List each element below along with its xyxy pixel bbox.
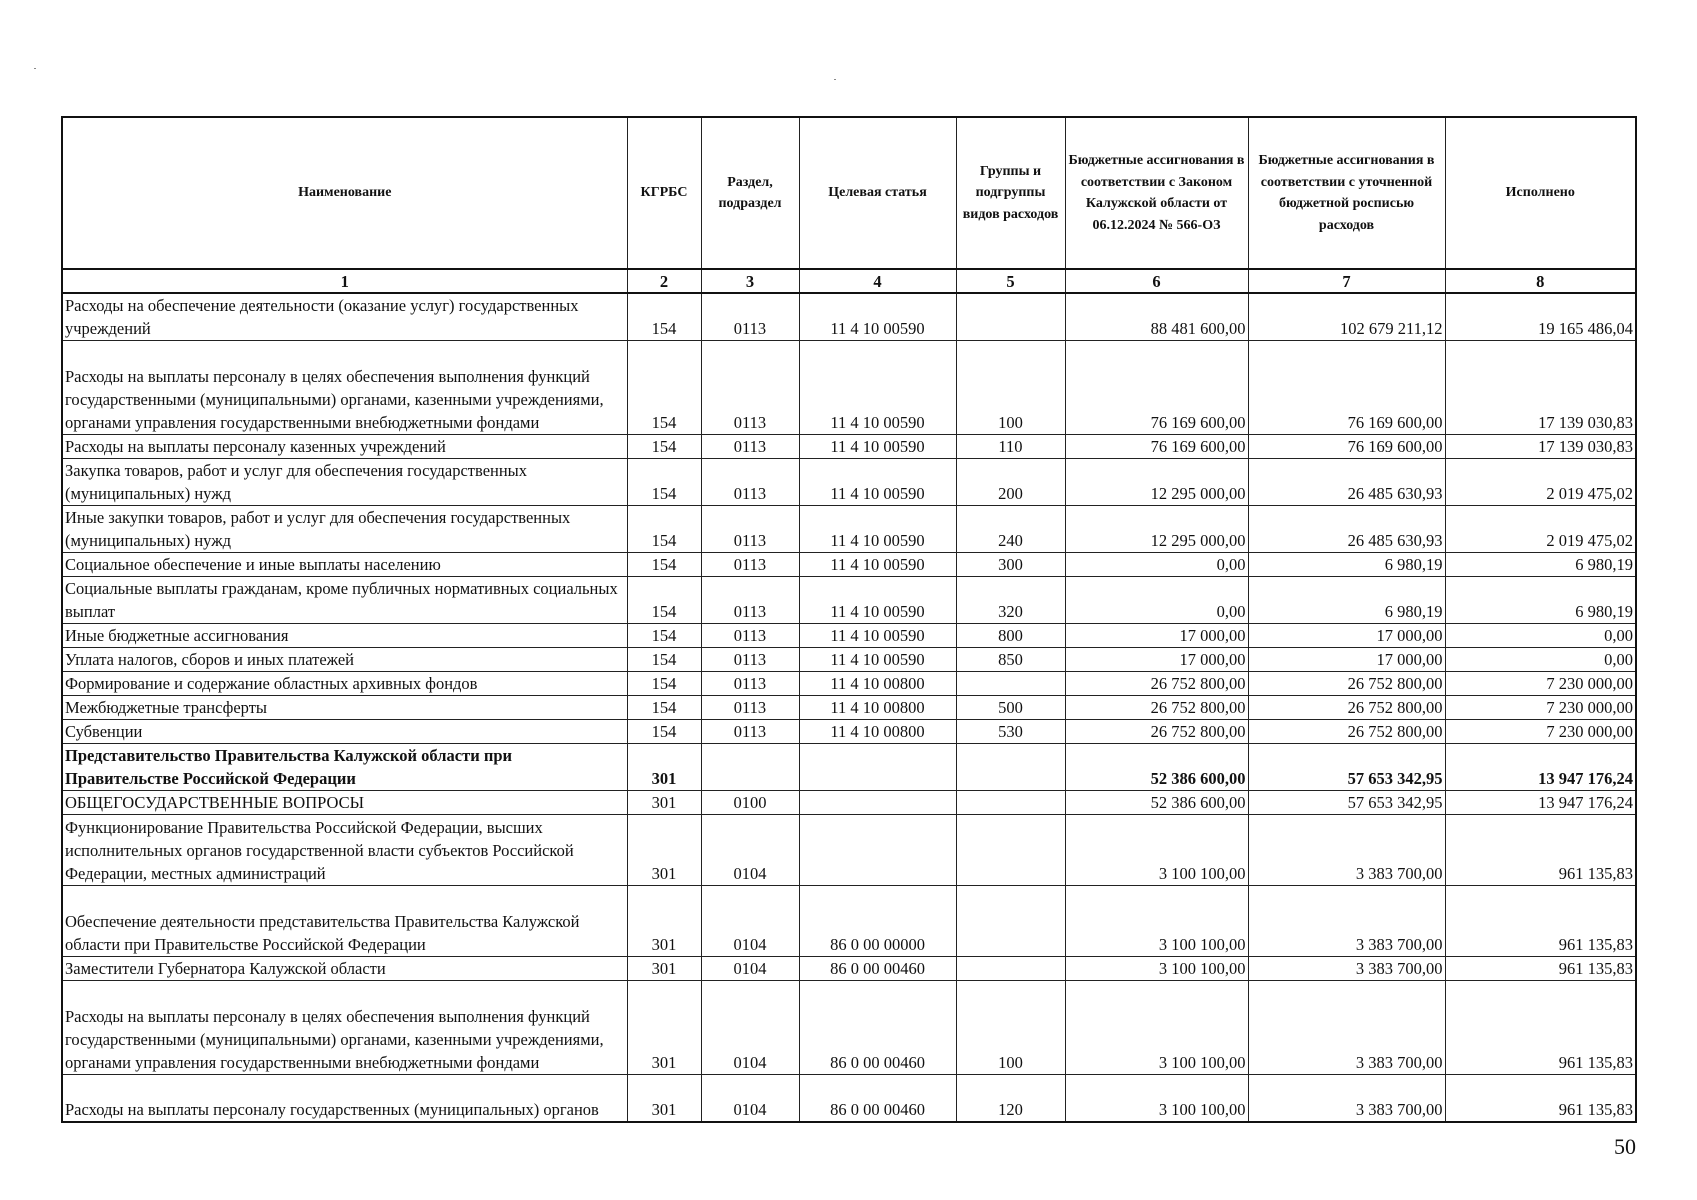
table-row	[62, 506, 1636, 553]
column-number: 5	[956, 269, 1065, 293]
row-executed-amount: 17 139 030,83	[1445, 341, 1636, 435]
table-row	[62, 293, 1636, 341]
row-law-amount: 88 481 600,00	[1065, 293, 1248, 341]
row-section: 0113	[701, 553, 799, 577]
row-target	[799, 815, 956, 886]
row-kgrbs: 154	[627, 293, 701, 341]
row-target: 11 4 10 00590	[799, 341, 956, 435]
row-kgrbs: 301	[627, 744, 701, 791]
row-group: 110	[956, 435, 1065, 459]
row-section: 0104	[701, 1075, 799, 1123]
row-target: 11 4 10 00590	[799, 553, 956, 577]
row-section: 0100	[701, 791, 799, 815]
row-kgrbs: 154	[627, 672, 701, 696]
row-target: 11 4 10 00590	[799, 459, 956, 506]
row-kgrbs: 301	[627, 791, 701, 815]
row-law-amount: 3 100 100,00	[1065, 957, 1248, 981]
row-target: 86 0 00 00460	[799, 1075, 956, 1123]
row-name: Расходы на выплаты персоналу казенных учреждений	[62, 435, 627, 459]
row-law-amount: 0,00	[1065, 553, 1248, 577]
column-number: 6	[1065, 269, 1248, 293]
row-law-amount: 17 000,00	[1065, 624, 1248, 648]
row-name: Иные закупки товаров, работ и услуг для обеспечения государственных (муниципальных) нужд	[62, 506, 627, 553]
table-row	[62, 696, 1636, 720]
row-section: 0104	[701, 957, 799, 981]
row-refined-amount: 76 169 600,00	[1248, 435, 1445, 459]
row-group: 300	[956, 553, 1065, 577]
row-name: Расходы на выплаты персоналу в целях обеспечения выполнения функций государственными (муниципальными) органами, казенными учреждениями, органами управления государственными внебюджетными фондами	[62, 981, 627, 1075]
row-target: 11 4 10 00590	[799, 648, 956, 672]
row-kgrbs: 301	[627, 886, 701, 957]
header-executed: Исполнено	[1445, 117, 1636, 269]
row-target: 86 0 00 00460	[799, 957, 956, 981]
table-row	[62, 815, 1636, 886]
table-row	[62, 553, 1636, 577]
table-row	[62, 672, 1636, 696]
table-row	[62, 459, 1636, 506]
row-executed-amount: 7 230 000,00	[1445, 696, 1636, 720]
row-group: 530	[956, 720, 1065, 744]
row-refined-amount: 57 653 342,95	[1248, 791, 1445, 815]
row-name: Функционирование Правительства Российской Федерации, высших исполнительных органов государственной власти субъектов Российской Федерации, местных администраций	[62, 815, 627, 886]
header-row	[62, 117, 1636, 269]
row-law-amount: 3 100 100,00	[1065, 981, 1248, 1075]
row-refined-amount: 26 752 800,00	[1248, 720, 1445, 744]
row-name: Иные бюджетные ассигнования	[62, 624, 627, 648]
row-executed-amount: 13 947 176,24	[1445, 791, 1636, 815]
row-executed-amount: 961 135,83	[1445, 981, 1636, 1075]
row-target: 11 4 10 00590	[799, 293, 956, 341]
row-executed-amount: 961 135,83	[1445, 957, 1636, 981]
row-law-amount: 3 100 100,00	[1065, 886, 1248, 957]
row-executed-amount: 17 139 030,83	[1445, 435, 1636, 459]
row-executed-amount: 6 980,19	[1445, 577, 1636, 624]
row-refined-amount: 3 383 700,00	[1248, 981, 1445, 1075]
row-refined-amount: 6 980,19	[1248, 553, 1445, 577]
table-row	[62, 957, 1636, 981]
row-section: 0113	[701, 672, 799, 696]
row-group	[956, 886, 1065, 957]
row-section: 0113	[701, 696, 799, 720]
row-target: 11 4 10 00590	[799, 435, 956, 459]
table-row	[62, 886, 1636, 957]
column-number: 3	[701, 269, 799, 293]
column-number: 4	[799, 269, 956, 293]
row-kgrbs: 301	[627, 815, 701, 886]
table-row	[62, 624, 1636, 648]
row-kgrbs: 154	[627, 506, 701, 553]
row-kgrbs: 154	[627, 341, 701, 435]
row-group: 200	[956, 459, 1065, 506]
row-executed-amount: 961 135,83	[1445, 1075, 1636, 1123]
row-executed-amount: 6 980,19	[1445, 553, 1636, 577]
header-name: Наименование	[62, 117, 627, 269]
row-refined-amount: 3 383 700,00	[1248, 957, 1445, 981]
header-section: Раздел, подраздел	[701, 117, 799, 269]
column-number: 2	[627, 269, 701, 293]
row-section: 0113	[701, 293, 799, 341]
row-kgrbs: 154	[627, 577, 701, 624]
row-target	[799, 791, 956, 815]
header-law-appropriations: Бюджетные ассигнования в соответствии с Законом Калужской области от 06.12.2024 № 566-ОЗ	[1065, 117, 1248, 269]
row-executed-amount: 0,00	[1445, 624, 1636, 648]
column-number: 8	[1445, 269, 1636, 293]
row-group: 850	[956, 648, 1065, 672]
row-section: 0113	[701, 720, 799, 744]
row-kgrbs: 154	[627, 435, 701, 459]
row-group: 240	[956, 506, 1065, 553]
row-name: Межбюджетные трансферты	[62, 696, 627, 720]
row-target	[799, 744, 956, 791]
table-row	[62, 791, 1636, 815]
table-row	[62, 435, 1636, 459]
header-groups: Группы и подгруппы видов расходов	[956, 117, 1065, 269]
row-refined-amount: 3 383 700,00	[1248, 815, 1445, 886]
row-section: 0113	[701, 341, 799, 435]
row-law-amount: 52 386 600,00	[1065, 744, 1248, 791]
row-kgrbs: 301	[627, 957, 701, 981]
table-row	[62, 577, 1636, 624]
row-name: Социальное обеспечение и иные выплаты населению	[62, 553, 627, 577]
row-group: 800	[956, 624, 1065, 648]
row-kgrbs: 301	[627, 981, 701, 1075]
row-law-amount: 76 169 600,00	[1065, 341, 1248, 435]
row-refined-amount: 17 000,00	[1248, 648, 1445, 672]
row-group: 320	[956, 577, 1065, 624]
row-name: ОБЩЕГОСУДАРСТВЕННЫЕ ВОПРОСЫ	[62, 791, 627, 815]
row-law-amount: 12 295 000,00	[1065, 459, 1248, 506]
row-section: 0113	[701, 435, 799, 459]
column-number: 7	[1248, 269, 1445, 293]
row-refined-amount: 26 485 630,93	[1248, 506, 1445, 553]
table-row	[62, 720, 1636, 744]
scan-speck	[834, 79, 836, 80]
table-body	[62, 293, 1636, 1122]
row-executed-amount: 961 135,83	[1445, 815, 1636, 886]
row-name: Расходы на выплаты персоналу государственных (муниципальных) органов	[62, 1075, 627, 1123]
row-law-amount: 26 752 800,00	[1065, 672, 1248, 696]
table-row	[62, 744, 1636, 791]
row-refined-amount: 3 383 700,00	[1248, 886, 1445, 957]
row-group: 100	[956, 341, 1065, 435]
row-group	[956, 815, 1065, 886]
column-number-row	[62, 269, 1636, 293]
row-name: Расходы на обеспечение деятельности (оказание услуг) государственных учреждений	[62, 293, 627, 341]
row-section	[701, 744, 799, 791]
row-target: 86 0 00 00000	[799, 886, 956, 957]
row-executed-amount: 7 230 000,00	[1445, 720, 1636, 744]
row-law-amount: 52 386 600,00	[1065, 791, 1248, 815]
row-name: Формирование и содержание областных архивных фондов	[62, 672, 627, 696]
row-group	[956, 672, 1065, 696]
row-refined-amount: 57 653 342,95	[1248, 744, 1445, 791]
page-number: 50	[1614, 1134, 1636, 1159]
row-name: Субвенции	[62, 720, 627, 744]
row-kgrbs: 154	[627, 553, 701, 577]
table-row	[62, 341, 1636, 435]
row-target: 11 4 10 00800	[799, 720, 956, 744]
row-kgrbs: 154	[627, 459, 701, 506]
row-refined-amount: 102 679 211,12	[1248, 293, 1445, 341]
row-refined-amount: 17 000,00	[1248, 624, 1445, 648]
header-refined-appropriations: Бюджетные ассигнования в соответствии с уточненной бюджетной росписью расходов	[1248, 117, 1445, 269]
row-kgrbs: 154	[627, 696, 701, 720]
row-group: 500	[956, 696, 1065, 720]
row-kgrbs: 154	[627, 720, 701, 744]
row-group: 100	[956, 981, 1065, 1075]
row-section: 0113	[701, 624, 799, 648]
row-target: 11 4 10 00590	[799, 506, 956, 553]
row-name: Заместители Губернатора Калужской области	[62, 957, 627, 981]
row-kgrbs: 154	[627, 648, 701, 672]
row-law-amount: 26 752 800,00	[1065, 696, 1248, 720]
row-executed-amount: 961 135,83	[1445, 886, 1636, 957]
row-group	[956, 744, 1065, 791]
row-section: 0113	[701, 506, 799, 553]
row-kgrbs: 154	[627, 624, 701, 648]
header-kgrbs: КГРБС	[627, 117, 701, 269]
row-section: 0104	[701, 886, 799, 957]
table-row	[62, 1075, 1636, 1123]
row-executed-amount: 0,00	[1445, 648, 1636, 672]
scan-speck	[34, 68, 36, 69]
row-refined-amount: 76 169 600,00	[1248, 341, 1445, 435]
column-number: 1	[62, 269, 627, 293]
row-target: 11 4 10 00590	[799, 577, 956, 624]
row-law-amount: 76 169 600,00	[1065, 435, 1248, 459]
row-executed-amount: 2 019 475,02	[1445, 506, 1636, 553]
row-target: 86 0 00 00460	[799, 981, 956, 1075]
row-name: Закупка товаров, работ и услуг для обеспечения государственных (муниципальных) нужд	[62, 459, 627, 506]
table-row	[62, 648, 1636, 672]
row-name: Социальные выплаты гражданам, кроме публичных нормативных социальных выплат	[62, 577, 627, 624]
row-law-amount: 0,00	[1065, 577, 1248, 624]
row-target: 11 4 10 00590	[799, 624, 956, 648]
row-target: 11 4 10 00800	[799, 672, 956, 696]
row-name: Представительство Правительства Калужской области при Правительстве Российской Федерации	[62, 744, 627, 791]
row-law-amount: 26 752 800,00	[1065, 720, 1248, 744]
row-refined-amount: 3 383 700,00	[1248, 1075, 1445, 1123]
row-law-amount: 3 100 100,00	[1065, 815, 1248, 886]
row-law-amount: 12 295 000,00	[1065, 506, 1248, 553]
row-name: Уплата налогов, сборов и иных платежей	[62, 648, 627, 672]
row-executed-amount: 19 165 486,04	[1445, 293, 1636, 341]
row-group	[956, 957, 1065, 981]
row-refined-amount: 26 485 630,93	[1248, 459, 1445, 506]
row-section: 0113	[701, 648, 799, 672]
row-executed-amount: 2 019 475,02	[1445, 459, 1636, 506]
row-section: 0113	[701, 577, 799, 624]
row-section: 0104	[701, 815, 799, 886]
budget-table	[61, 116, 1637, 1123]
row-group: 120	[956, 1075, 1065, 1123]
row-target: 11 4 10 00800	[799, 696, 956, 720]
row-name: Расходы на выплаты персоналу в целях обеспечения выполнения функций государственными (муниципальными) органами, казенными учреждениями, органами управления государственными внебюджетными фондами	[62, 341, 627, 435]
row-kgrbs: 301	[627, 1075, 701, 1123]
row-refined-amount: 26 752 800,00	[1248, 672, 1445, 696]
row-name: Обеспечение деятельности представительства Правительства Калужской области при Правительстве Российской Федерации	[62, 886, 627, 957]
header-target: Целевая статья	[799, 117, 956, 269]
row-executed-amount: 13 947 176,24	[1445, 744, 1636, 791]
row-law-amount: 3 100 100,00	[1065, 1075, 1248, 1123]
row-group	[956, 791, 1065, 815]
row-law-amount: 17 000,00	[1065, 648, 1248, 672]
row-section: 0113	[701, 459, 799, 506]
table-row	[62, 981, 1636, 1075]
row-executed-amount: 7 230 000,00	[1445, 672, 1636, 696]
row-refined-amount: 26 752 800,00	[1248, 696, 1445, 720]
row-section: 0104	[701, 981, 799, 1075]
row-refined-amount: 6 980,19	[1248, 577, 1445, 624]
row-group	[956, 293, 1065, 341]
